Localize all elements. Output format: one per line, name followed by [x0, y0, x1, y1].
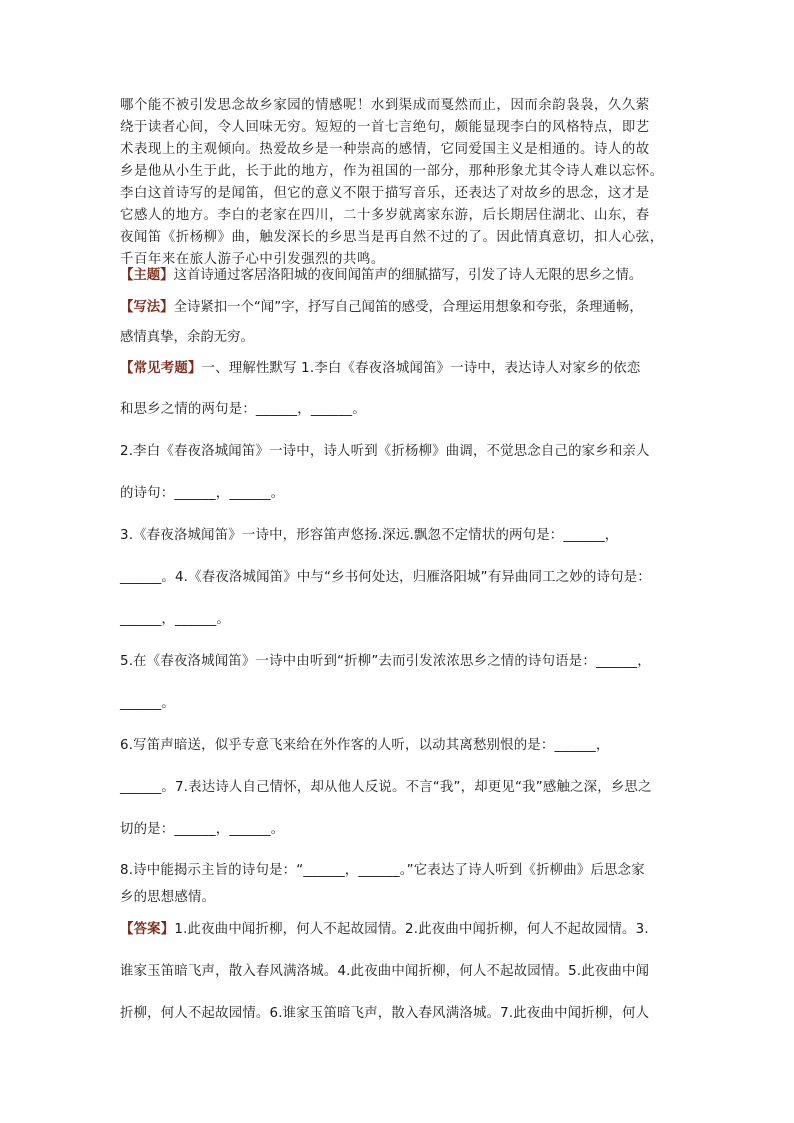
paragraph-line: 乡是他从小生于此，长于此的地方，作为祖国的一部分，那种形象尤其令诗人难以忘怀。: [120, 164, 664, 179]
question-line: ______。: [120, 696, 175, 711]
question-line: 乡的思想感情。: [120, 890, 216, 905]
method-text: 全诗紧扣一个“闻”字，抒写自己闻笛的感受，合理运用想象和夸张，条理通畅，: [173, 300, 643, 315]
paragraph-line: 千百年来在旅人游子心中引发强烈的共鸣。: [120, 252, 385, 267]
answer-line: 折柳，何人不起故园情。6.谁家玉笛暗飞声，散入春风满洛城。7.此夜曲中闻折柳，何人: [120, 1006, 650, 1021]
question-line: 3.《春夜洛城闻笛》一诗中，形容笛声悠扬.深远.飘忽不定情状的两句是：______，: [120, 528, 619, 543]
paragraph-line: 哪个能不被引发思念故乡家园的情感呢！水到渠成而戛然而止，因而余韵袅袅，久久萦: [120, 98, 650, 113]
theme-label: 【主题】: [120, 268, 174, 283]
question-line: 的诗句：______，______。: [120, 486, 285, 501]
question-line: ______，______。: [120, 612, 230, 627]
method-line-2: 感情真挚，余韵无穷。: [120, 330, 254, 345]
question-line: 切的是：______，______。: [120, 822, 285, 837]
paragraph-line: 绕于读者心间，令人回味无穷。短短的一首七言绝句，颇能显现李白的风格特点，即艺: [120, 120, 650, 135]
theme-line: [120, 266, 642, 286]
question-line: 5.在《春夜洛城闻笛》一诗中由听到“折柳”去而引发浓浓思乡之情的诗句语是：______，: [120, 654, 651, 669]
answer-line: 谁家玉笛暗飞声，散入春风满洛城。4.此夜曲中闻折柳，何人不起故园情。5.此夜曲中闻: [120, 964, 650, 979]
paragraph-line: 它感人的地方。李白的老家在四川，二十多岁就离家东游，后长期居住湖北、山东，春: [120, 208, 650, 223]
paragraph-line: 夜闻笛《折杨柳》曲，触发深长的乡思当是再自然不过的了。因此情真意切，扣人心弦，: [120, 230, 664, 245]
answer-line: [120, 920, 649, 940]
paragraph-line: 李白这首诗写的是闻笛，但它的意义不限于描写音乐，还表达了对故乡的思念，这才是: [120, 186, 650, 201]
question-line: 6.写笛声暗送，似乎专意飞来给在外作客的人听，以动其离愁别恨的是：______，: [120, 738, 610, 753]
question-line: ______。4.《春夜洛城闻笛》中与“乡书何处达，归雁洛阳城”有异曲同工之妙的诗句是：: [120, 570, 651, 585]
questions-line: [120, 359, 641, 379]
answer-text: 1.此夜曲中闻折柳，何人不起故园情。2.此夜曲中闻折柳，何人不起故园情。3.: [174, 922, 649, 937]
question-line: 和思乡之情的两句是：______，______。: [120, 402, 366, 417]
method-line: [120, 298, 643, 318]
question-text: 一、理解性默写 1.李白《春夜洛城闻笛》一诗中，表达诗人对家乡的依恋: [201, 361, 641, 376]
paragraph-line: 术表现上的主观倾向。热爱故乡是一种崇高的感情，它同爱国主义是相通的。诗人的故: [120, 142, 650, 157]
question-line: 2.李白《春夜洛城闻笛》一诗中，诗人听到《折杨柳》曲调，不觉思念自己的家乡和亲人: [120, 444, 650, 459]
answer-label: 【答案】: [120, 922, 175, 937]
question-line: ______。7.表达诗人自己情怀，却从他人反说。不言“我”，却更见“我”感触之深，乡思之: [120, 780, 652, 795]
theme-text: 这首诗通过客居洛阳城的夜间闻笛声的细腻描写，引发了诗人无限的思乡之情。: [173, 268, 643, 283]
questions-label: 【常见考题】: [120, 361, 202, 376]
method-label: 【写法】: [120, 300, 174, 315]
question-line: 8.诗中能揭示主旨的诗句是：“______，______。”它表达了诗人听到《折柳曲》后思念家: [120, 863, 645, 878]
